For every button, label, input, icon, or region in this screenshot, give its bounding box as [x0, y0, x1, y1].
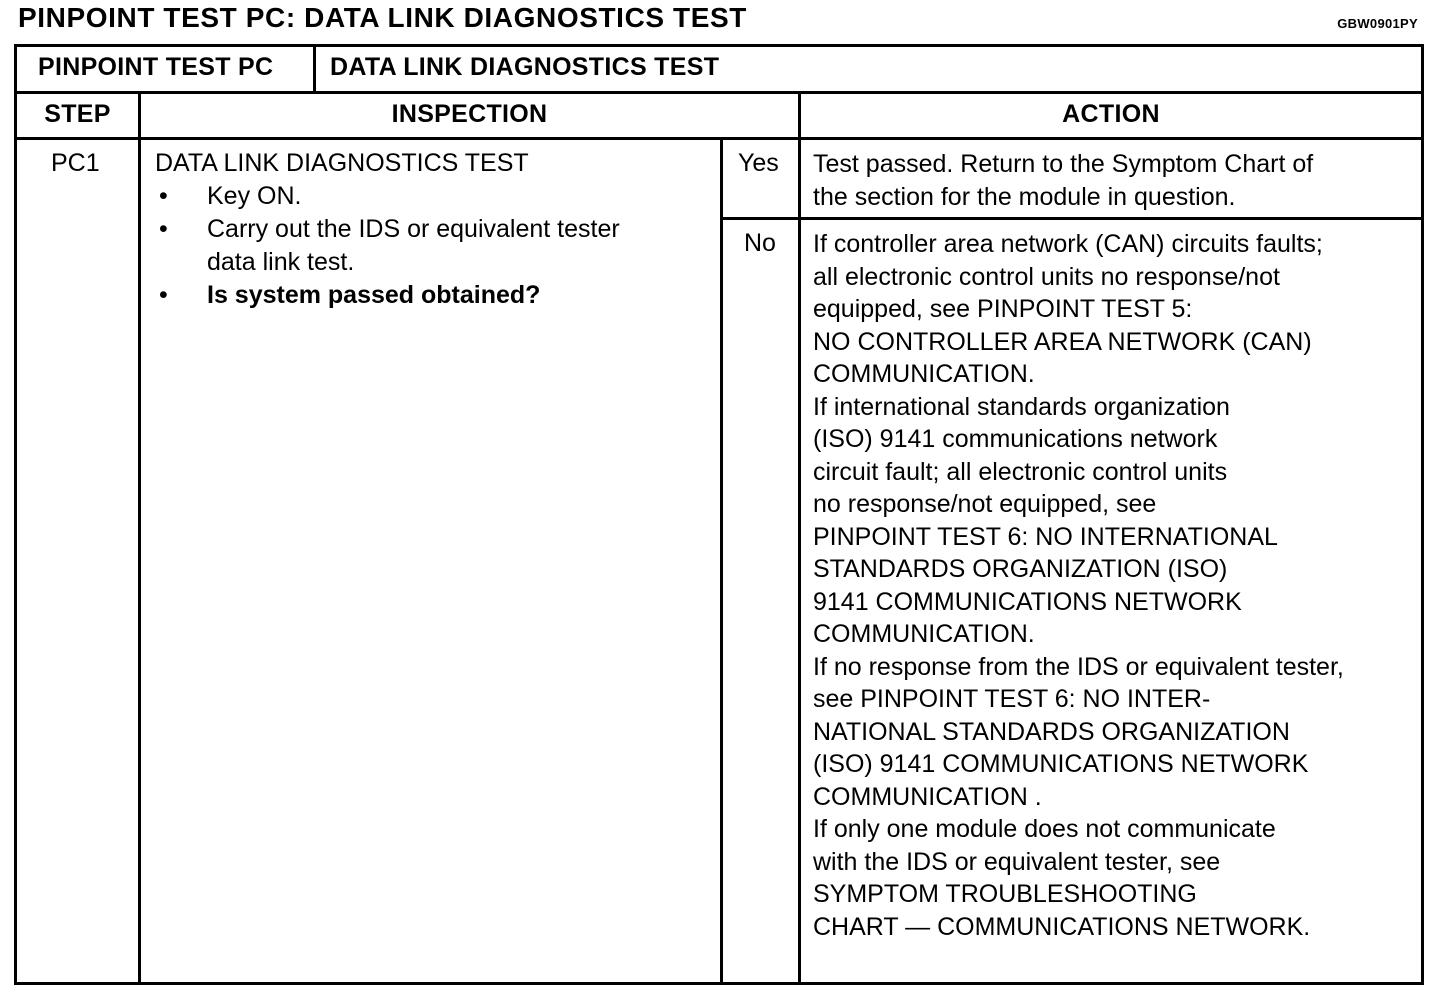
bullet-text: Carry out the IDS or equivalent tester data link test.	[207, 215, 620, 276]
table-rule-title-bottom	[14, 91, 1424, 94]
table-rule-title-split	[313, 44, 316, 94]
column-header-action: ACTION	[1062, 100, 1160, 128]
bullet-text: Is system passed obtained?	[207, 281, 541, 309]
table-rule-yesno-split	[720, 137, 723, 982]
yes-label: Yes	[738, 149, 779, 177]
inspection-bullet-question	[155, 279, 540, 312]
bullet-marker: •	[159, 182, 168, 210]
table-rule-yes-bottom	[720, 217, 1424, 220]
inspection-title: DATA LINK DIAGNOSTICS TEST	[155, 149, 529, 177]
bullet-text: Key ON.	[207, 182, 302, 210]
test-id-label: PINPOINT TEST PC	[38, 53, 274, 81]
bullet-marker: •	[159, 215, 168, 243]
table-rule-action-split	[798, 91, 801, 982]
no-action: If controller area network (CAN) circuits faults; all electronic control units no response/not equipped, see PINPOINT TEST 5: NO CONTROLLER AREA NETWORK (CAN) COMMUNICATION. If international standards organization (ISO) 9141 communications network circuit fault; all electronic control units no response/not equipped, see PINPOINT TEST 6: NO INTERNATIONAL STANDARDS ORGANIZATION (ISO) 9141 COMMUNICATIONS NETWORK COMMUNICATION. If no response from the IDS or equivalent tester, see PINPOINT TEST 6: NO INTER- NATIONAL STANDARDS ORGANIZATION (ISO) 9141 COMMUNICATIONS NETWORK COMMUNICATION . If only one module does not communicate with the IDS or equivalent tester, see SYMPTOM TROUBLESHOOTING CHART — COMMUNICATIONS NETWORK.	[813, 230, 1344, 941]
yes-action: Test passed. Return to the Symptom Chart of the section for the module in question.	[813, 150, 1314, 211]
no-label: No	[744, 229, 776, 257]
inspection-bullet	[155, 180, 301, 213]
table-rule-header-bottom	[14, 137, 1424, 140]
test-name: DATA LINK DIAGNOSTICS TEST	[330, 53, 720, 81]
table-rule-step-split	[138, 91, 141, 982]
reference-code: GBW0901PY	[1337, 16, 1418, 31]
page-title: PINPOINT TEST PC: DATA LINK DIAGNOSTICS TEST	[18, 2, 747, 33]
bullet-marker: •	[159, 281, 168, 309]
column-header-step: STEP	[44, 100, 111, 128]
inspection-bullet	[155, 213, 620, 278]
column-header-inspection: INSPECTION	[391, 100, 548, 128]
step-id: PC1	[51, 149, 100, 177]
